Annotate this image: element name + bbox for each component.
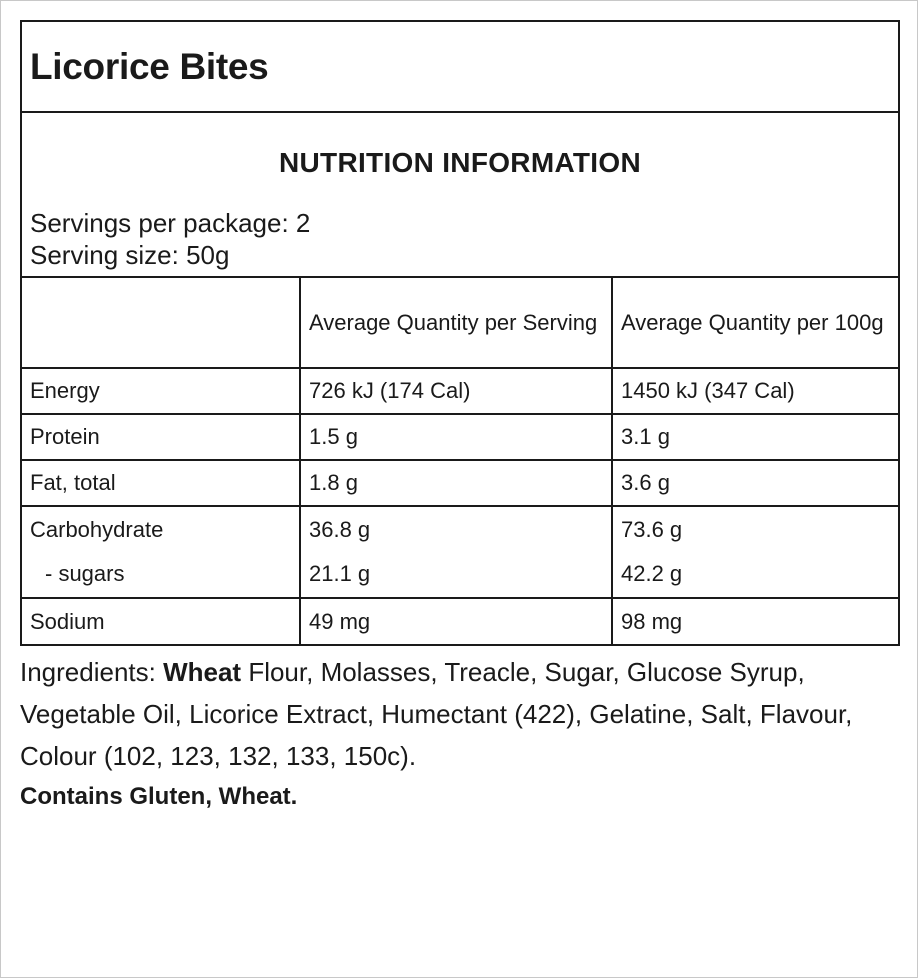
table-row: [22, 598, 898, 644]
nutrient-label: Energy: [22, 368, 300, 414]
table-row: [22, 460, 898, 506]
allergen-statement: Contains Gluten, Wheat.: [20, 783, 298, 810]
per-serving-value: 36.8 g: [309, 517, 371, 542]
sub-per-100g-value: 42.2 g: [621, 561, 683, 586]
per-100g-value: 1450 kJ (347 Cal): [612, 368, 898, 414]
per-100g-value: 98 mg: [621, 608, 683, 634]
nutrient-label: Protein: [22, 414, 300, 460]
table-row: [22, 414, 898, 460]
nutrient-label: Sodium: [22, 598, 300, 644]
per-100g-value: 3.1 g: [612, 414, 898, 460]
per-serving-value: 726 kJ (174 Cal): [300, 368, 612, 414]
servings-info: [30, 207, 310, 271]
nutrition-panel: [20, 20, 900, 646]
ingredients-highlight: Wheat: [163, 657, 242, 687]
nutrient-label-cell: [22, 506, 300, 598]
column-header-nutrient: [22, 278, 300, 368]
ingredients-text: [20, 651, 900, 777]
nutrition-table: [22, 278, 898, 644]
per-serving-value: 1.5 g: [300, 414, 612, 460]
nutrient-label: Fat, total: [22, 460, 300, 506]
nutrition-heading: NUTRITION INFORMATION: [279, 147, 641, 178]
sub-per-serving-value: 21.1 g: [309, 561, 371, 586]
ingredients-prefix: Ingredients:: [20, 657, 164, 687]
per-100g-value: 73.6 g: [621, 517, 683, 542]
serving-size: Serving size: 50g: [30, 240, 230, 270]
table-header-row: [22, 278, 898, 368]
per-100g-value: 3.6 g: [612, 460, 898, 506]
table-row: [22, 368, 898, 414]
title-row: [22, 22, 898, 113]
per-serving-cell: [300, 506, 612, 598]
per-serving-value: 49 mg: [300, 598, 612, 644]
nutrient-label: Carbohydrate: [30, 517, 164, 542]
column-header-per-100g: Average Quantity per 100g: [612, 278, 898, 368]
product-title: Licorice Bites: [30, 45, 269, 87]
ingredients-rest: Flour, Molasses, Treacle, Sugar, Glucose Syrup, Vegetable Oil, Licorice Extract, Humectant (422), Gelatine, Salt, Flavour, Colour (102, 123, 132, 133, 150c).: [20, 657, 853, 771]
sub-nutrient-label: - sugars: [45, 561, 125, 586]
per-serving-value: 1.8 g: [300, 460, 612, 506]
table-row: [22, 506, 898, 598]
servings-per-package: Servings per package: 2: [30, 208, 311, 238]
per-100g-cell: [612, 506, 898, 598]
nutrition-info-block: [22, 113, 898, 278]
column-header-per-serving: Average Quantity per Serving: [300, 278, 612, 368]
